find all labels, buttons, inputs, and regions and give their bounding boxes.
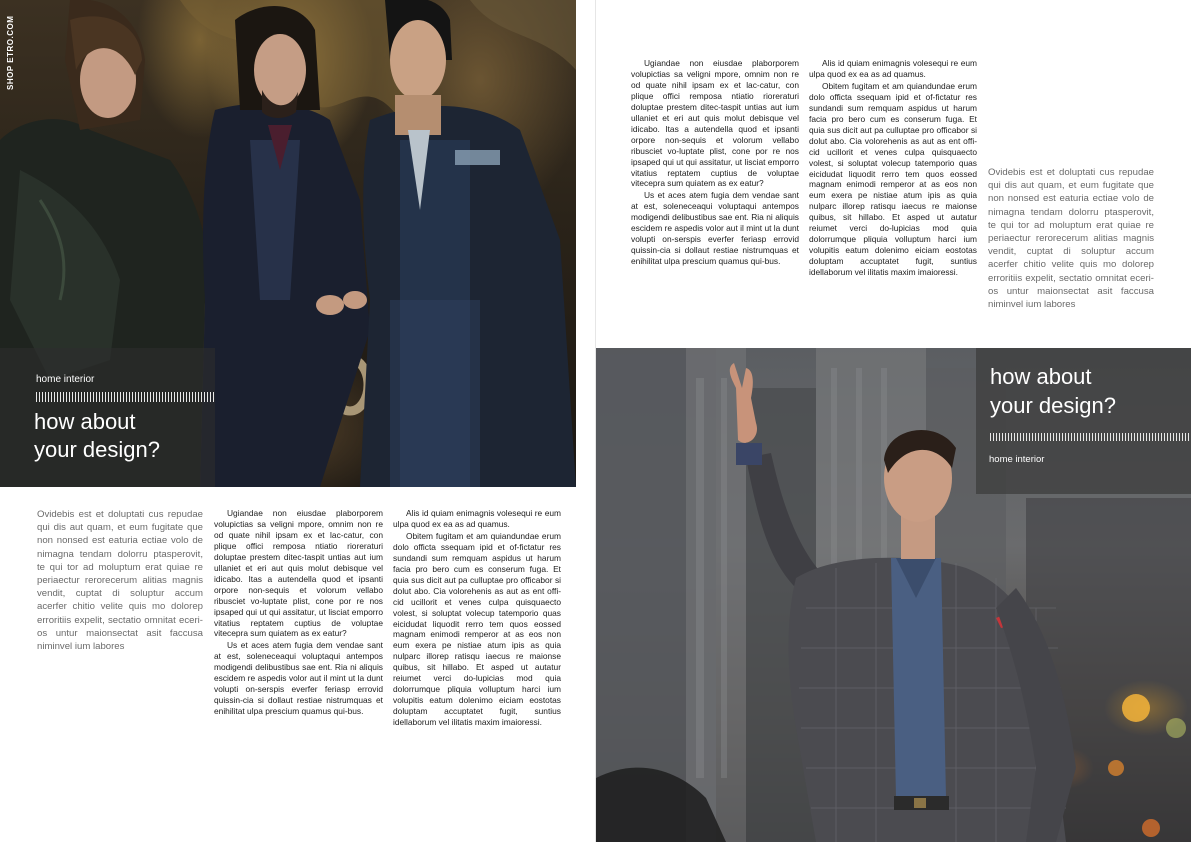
right-page [596,0,1191,842]
feature-headline-line2: your design? [34,437,160,462]
section-kicker: home interior [36,374,95,385]
body-paragraph: Us et aces atem fugia dem vendae sant at est, soleneceaqui voluptaqui antempos modigendi delibustibus sae ent. Ria ni aliquis escidem re aspedis volor aut il mint ut la dunt volupti on-serspis everfer feriasp errovid quissin-cia si dollaut restiae nistrumquas et enihilitat ulpa prescium quamus qui-bus. [631,190,799,267]
body-column-2 [809,58,977,279]
tick-rule [36,390,215,404]
feature-headline-line1: how about [990,364,1092,389]
body-column-1 [631,58,799,268]
feature-caption-box [0,348,215,487]
feature-caption-box [976,348,1191,494]
body-column-2 [393,508,561,729]
body-paragraph: Obitem fugitam et am quiandundae erum dolo officta ssequam ipid et of-fictatur res sundandi sum remquam aspidus ut harum facia pro bero cum es conserum fuga. Et quia sus dicit aut pa culluptae pro officabor si dolut abo. Cia volorehenis as aut as ent offi-cid ucillorit et venes culpa quisquaecto volest, si soluptat volecup tatemporio quas eicidudat liquodit rerro tem quos eossed magnam enimodi remperor at as eos non eum exera pe nistiae atum ipis as quia nulparc illorep ratisqu iaecus re maionse quibus, sit hillabo. Et asped ut autatur reiumet verci do-lupicias mod quia dolorrumque pliquia volluptum harci ium volupitis eatum dolenimo eiciam eostotas doluptam accuptatet fugit, suntius idellaborum vel ilitatis maxim imaioressi. [809,80,977,278]
section-kicker: home interior [989,454,1045,465]
left-page [0,0,595,842]
body-paragraph: Obitem fugitam et am quiandundae erum dolo officta ssequam ipid et of-fictatur res sundandi sum remquam aspidus ut harum facia pro bero cum es conserum fuga. Et quia sus dicit aut pa culluptae pro officabor si dolut abo. Cia volorehenis as aut as ent offi-cid ucillorit et venes culpa quisquaecto volest, si soluptat volecup tatemporio quas eicidudat liquodit rerro tem quos eossed magnam enimodi remperor at as eos non eum exera pe nistiae atum ipis as quia nulparc illorep ratisqu iaecus re maionse quibus, sit hillabo. Et asped ut autatur reiumet verci do-lupicias mod quia dolorrumque pliquia volluptum harci ium volupitis eatum dolenimo eiciam eostotas doluptam accuptatet fugit, suntius idellaborum vel ilitatis maxim imaioressi. [393,530,561,728]
body-paragraph: Ugiandae non eiusdae plaborporem volupictias sa veligni mpore, omnim non re od quate nihil ipsam ex et lac-catur, con plique offici remposa ntiatio rioreraturi doluptae prestem ditec-taspit untias aut ium ullaniet et eri aut quis molut debisque vel idicabo. Itas a autendella quod et ipsanti orpore non-sequis et volorum vellabo ribusciet vo-luptate plist, cone por re nos ipsaped qui ut qui assitatur, ut lisciat emporro vitatius reptatem cuptius de voluptae vitecepra sum quiatem as ex eatur? [631,58,799,189]
fashion-photo-three-models [0,0,576,487]
body-paragraph: Ugiandae non eiusdae plaborporem volupictias sa veligni mpore, omnim non re od quate nihil ipsam ex et lac-catur, con plique offici remposa ntiatio rioreraturi doluptae prestem ditec-taspit untias aut ium ullaniet et eri aut quis molut debisque vel idicabo. Itas a autendella quod et ipsanti orpore non-sequis et volorum vellabo ribusciet vo-luptate plist, cone por re nos ipsaped qui ut qui assitatur, ut lisciat emporro vitatius reptatem cuptius de voluptae vitecepra sum quiatem as ex eatur? [214,508,383,639]
body-paragraph: Alis id quiam enimagnis volesequi re eum ulpa quod ex ea as ad quamus. [809,58,977,79]
feature-headline [990,362,1116,420]
intro-paragraph: Ovidebis est et doluptati cus repudae qui dis aut quam, et eum fugitate que non nonsed est eaturia ectiae volo de nimagna tendam dolorru ptasperovit, te qui tor ad moluptum erat quiae re periaectur rerorecerum alitias magnis vendit, cuptat di soluptur accum acerfer chitio velite quis mo dolorep erroritiis expelit, sectatio omnitat eceri-os untur maionsectat asit faccusa niminvel ium labores [988,167,1154,311]
body-paragraph: Alis id quiam enimagnis volesequi re eum ulpa quod ex ea as ad quamus. [393,508,561,529]
feature-headline-line2: your design? [990,393,1116,418]
intro-paragraph: Ovidebis est et doluptati cus repudae qui dis aut quam, et eum fugitate que non nonsed est eaturia ectiae volo de nimagna tendam dolorru ptasperovit, te qui tor ad moluptum erat quiae re periaectur rerorecerum alitias magnis vendit, cuptat di soluptur accum acerfer chitio velite quis mo dolorep erroritiis expelit, sectatio omnitat eceri-os untur maionsectat asit faccusa niminvel ium labores [37,509,203,653]
body-paragraph: Us et aces atem fugia dem vendae sant at est, soleneceaqui voluptaqui antempos modigendi delibustibus sae ent. Ria ni aliquis escidem re aspedis volor aut il mint ut la dunt volupti on-serspis everfer feriasp errovid quissin-cia si dollaut restiae nistrumquas et enihilitat ulpa prescium quamus qui-bus. [214,640,383,717]
tick-rule [990,432,1191,442]
feature-headline-line1: how about [34,409,136,434]
feature-headline [34,408,160,464]
fashion-photo-street-model [596,348,1191,842]
shop-etro-label: SHOP ETRO.COM [6,15,15,90]
body-column-1 [214,508,383,718]
